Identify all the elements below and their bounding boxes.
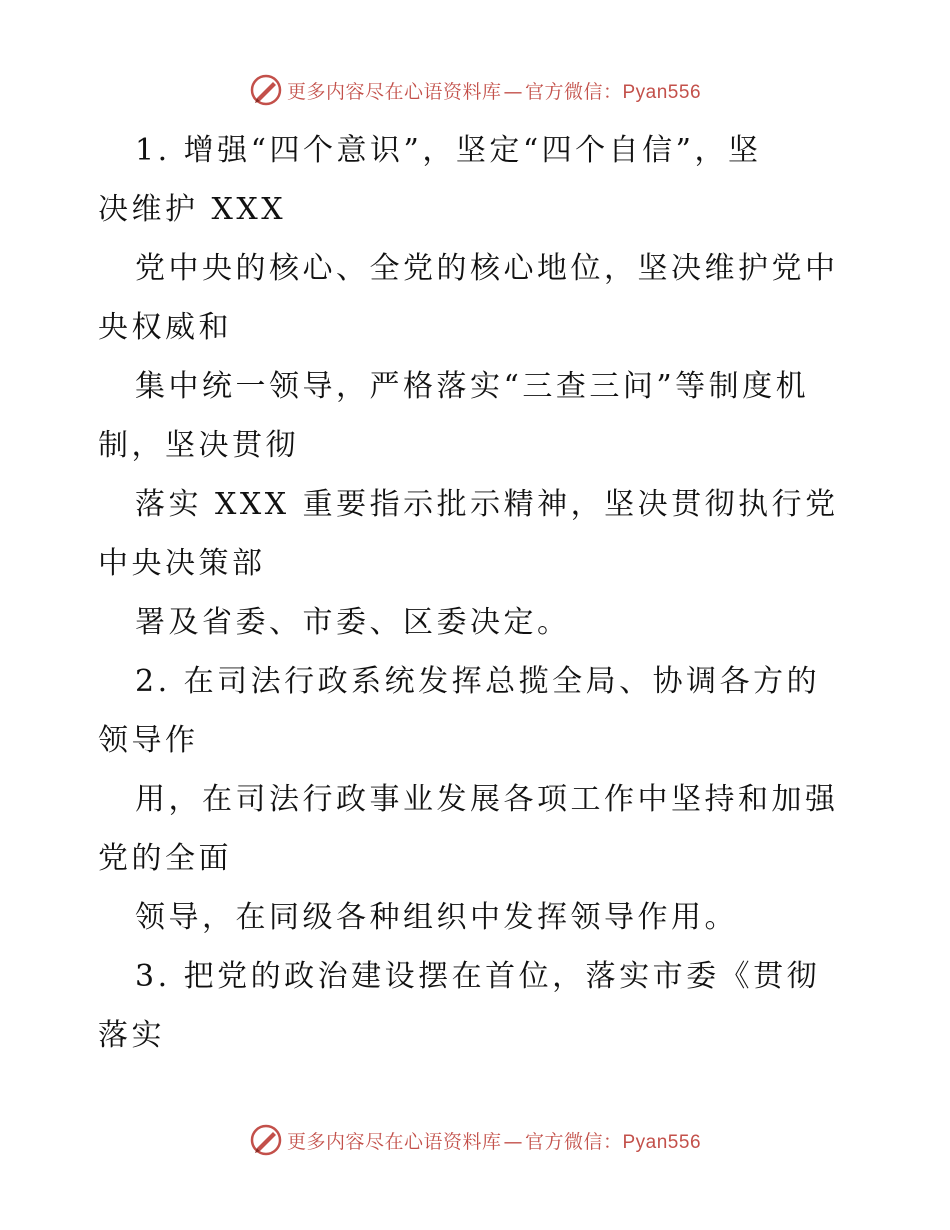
watermark-brand: 更多内容尽在心语资料库 [286,1130,502,1153]
text-line: 领导，在同级各种组织中发挥领导作用。 [135,900,738,935]
text-line: 署及省委、市委、区委决定。 [135,605,571,640]
text-line: 用，在司法行政事业发展各项工作中坚持和加强 [135,782,839,817]
watermark-account: Pyan556 [622,81,702,103]
text-line: 落实 [98,1018,165,1053]
watermark-text [287,1127,701,1154]
text-line: 2. 在司法行政系统发挥总揽全局、协调各方的 [135,664,821,699]
text-line: 1. 增强“四个意识”，坚定“四个自信”，坚 [135,133,762,168]
text-line: 制，坚决贯彻 [98,428,299,463]
watermark-brand: 更多内容尽在心语资料库 [286,80,502,103]
watermark-footer [0,1120,950,1160]
text-line: 领导作 [98,723,199,758]
text-line: 党中央的核心、全党的核心地位，坚决维护党中 [135,251,839,286]
watermark-suffix: 官方微信： [524,1130,623,1153]
watermark-account: Pyan556 [622,1131,702,1153]
document-body [98,121,868,1065]
watermark-separator: — [503,1130,523,1153]
text-line: 集中统一领导，严格落实“三查三问”等制度机 [135,369,810,404]
watermark-header [0,70,950,110]
text-line: 决维护 XXX [98,192,287,227]
watermark-suffix: 官方微信： [524,80,623,103]
pen-logo-icon [249,1123,283,1157]
text-line: 落实 XXX 重要指示批示精神，坚决贯彻执行党 [135,487,839,522]
watermark-separator: — [503,80,523,103]
text-line: 中央决策部 [98,546,266,581]
watermark-text [287,77,701,104]
text-line: 央权威和 [98,310,232,345]
pen-logo-icon [249,73,283,107]
text-line: 3. 把党的政治建设摆在首位，落实市委《贯彻 [135,959,821,994]
text-line: 党的全面 [98,841,232,876]
